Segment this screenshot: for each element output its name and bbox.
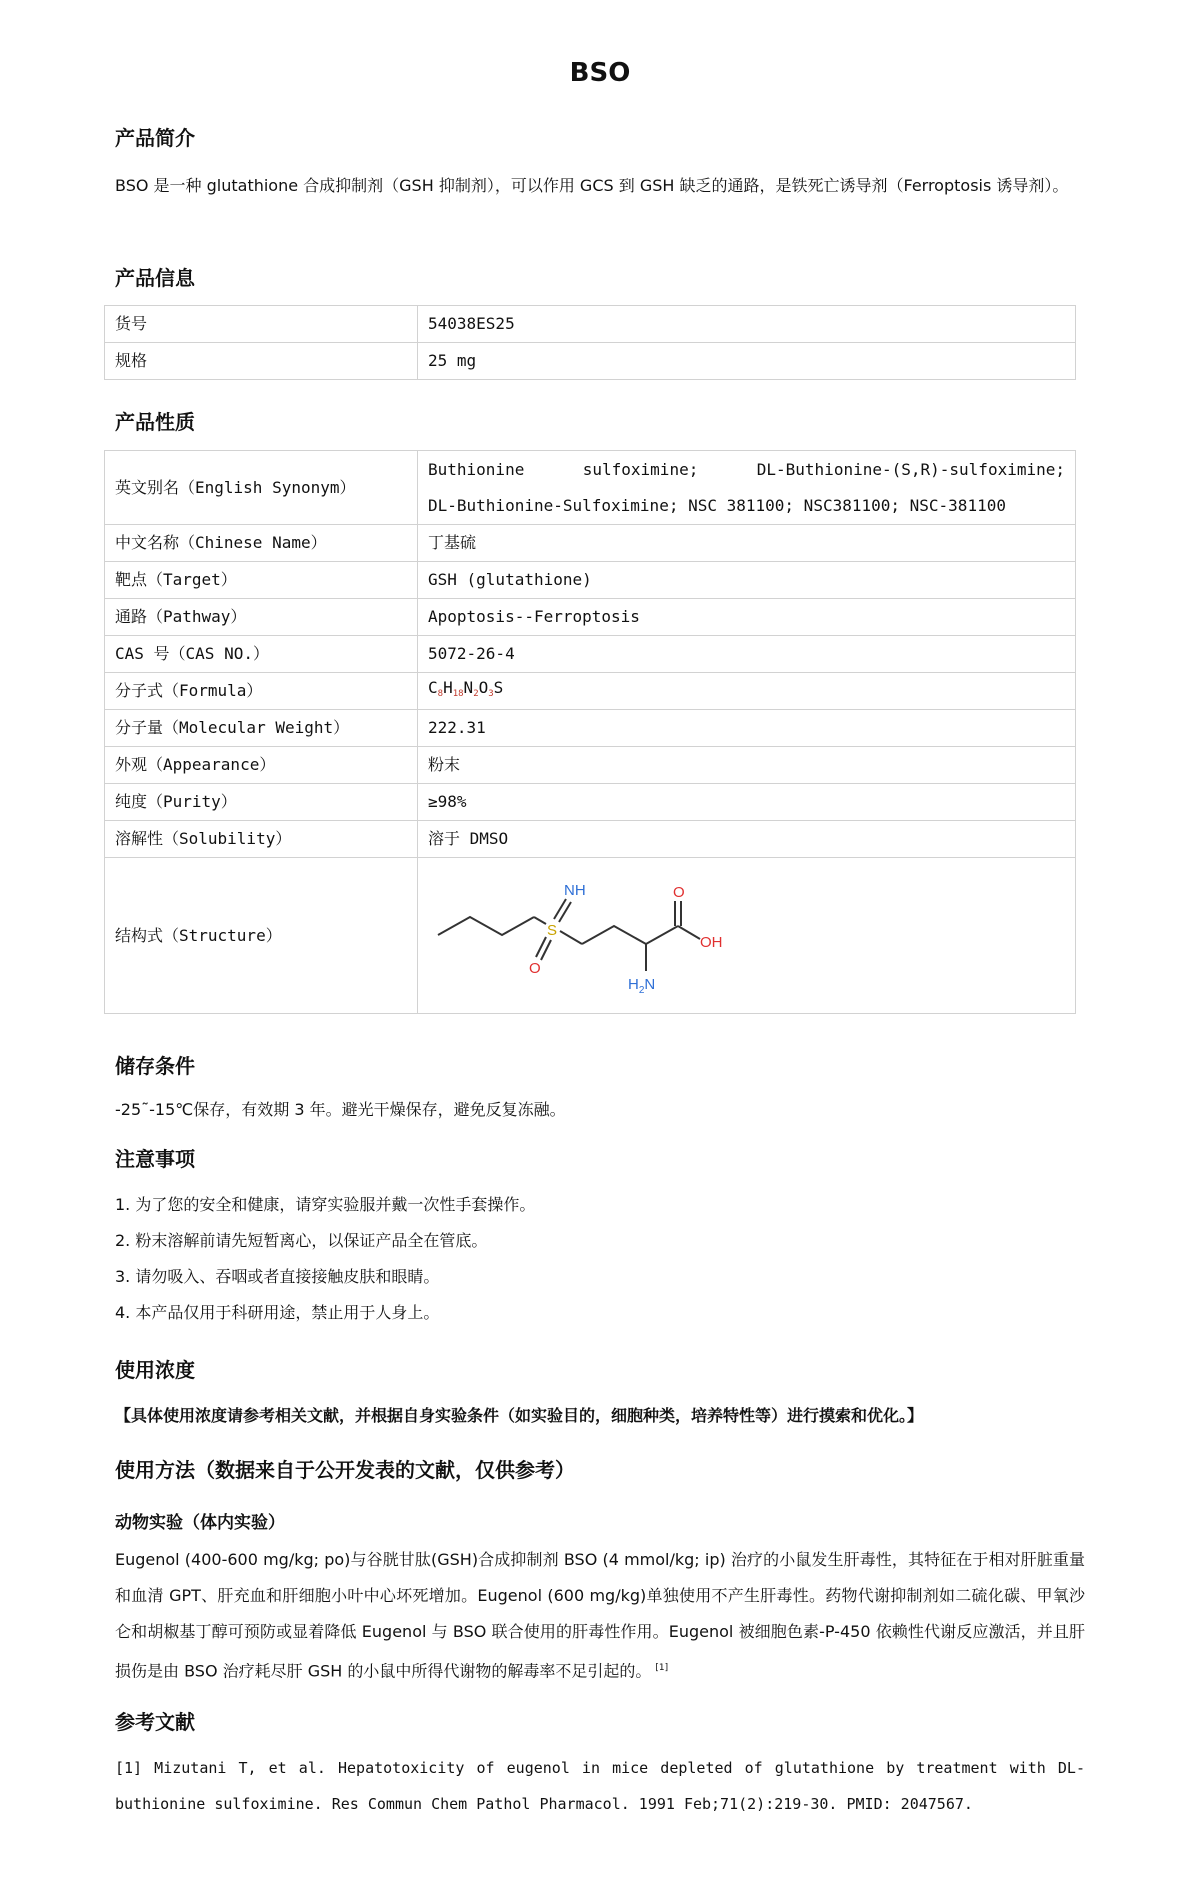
prop-value-solubility: 溶于 DMSO <box>418 821 1076 858</box>
method-text <box>115 1542 1085 1689</box>
table-row <box>105 562 1076 599</box>
formula-index: 8 <box>437 689 444 699</box>
sulfur-imine-bond-a <box>554 899 566 919</box>
formula-element: O <box>478 678 489 697</box>
prop-key-solubility: 溶解性（Solubility） <box>105 821 418 858</box>
prop-key-structure: 结构式（Structure） <box>105 858 418 1014</box>
prop-value-pathway: Apoptosis--Ferroptosis <box>418 599 1076 636</box>
citation-mark[interactable]: [1] <box>655 1663 669 1673</box>
table-row <box>105 525 1076 562</box>
prop-key-appearance: 外观（Appearance） <box>105 747 418 784</box>
info-key-size: 规格 <box>105 343 418 380</box>
heading-method: 使用方法（数据来自于公开发表的文献，仅供参考） <box>115 1458 575 1482</box>
butyl-chain-bond <box>438 917 534 935</box>
formula-index: 3 <box>488 689 494 699</box>
concentration-text: 【具体使用浓度请参考相关文献，并根据自身实验条件（如实验目的，细胞种类，培养特性等）进行摸索和优化。】 <box>115 1406 924 1425</box>
table-row <box>105 306 1076 343</box>
prop-value-cas: 5072-26-4 <box>418 636 1076 673</box>
prop-value-chinese-name: 丁基硫 <box>418 525 1076 562</box>
sulfoxide-oxygen-label: O <box>529 959 541 977</box>
table-row <box>105 451 1076 525</box>
table-row <box>105 821 1076 858</box>
list-item: 4. 本产品仅用于科研用途，禁止用于人身上。 <box>115 1303 440 1322</box>
amine-h: H <box>628 975 639 993</box>
sulfur-to-ch2-bond <box>560 931 582 944</box>
prop-key-purity: 纯度（Purity） <box>105 784 418 821</box>
list-item: 2. 粉末溶解前请先短暂离心，以保证产品全在管底。 <box>115 1231 488 1250</box>
notes-list <box>115 1187 1085 1331</box>
ch2-chain-bond <box>582 926 678 944</box>
heading-info: 产品信息 <box>115 266 195 290</box>
formula-element: N <box>463 678 474 697</box>
prop-value-appearance: 粉末 <box>418 747 1076 784</box>
list-item: 1. 为了您的安全和健康，请穿实验服并戴一次性手套操作。 <box>115 1195 536 1214</box>
prop-value-structure <box>418 858 1076 1014</box>
structure-bonds <box>438 899 700 971</box>
storage-text: -25˜-15℃保存，有效期 3 年。避光干燥保存，避免反复冻融。 <box>115 1100 566 1119</box>
table-row <box>105 784 1076 821</box>
prop-value-target: GSH (glutathione) <box>418 562 1076 599</box>
hydroxyl-label: OH <box>700 933 723 951</box>
heading-references: 参考文献 <box>115 1710 195 1734</box>
reference-text: [1] Mizutani T, et al. Hepatotoxicity of eugenol in mice depleted of glutathione by treatment with DL-buthionine sulfoximine. Res Commun Chem Pathol Pharmacol. 1991 Feb;71(2):219-30. PMID: 2047567. <box>115 1759 1085 1813</box>
info-value-size: 25 mg <box>418 343 1076 380</box>
table-row <box>105 673 1076 710</box>
prop-key-formula: 分子式（Formula） <box>105 673 418 710</box>
synonym-line-2: DL-Buthionine-Sulfoximine; NSC 381100; NSC381100; NSC-381100 <box>428 495 1006 515</box>
table-row <box>105 636 1076 673</box>
table-row <box>105 599 1076 636</box>
prop-value-purity: ≥98% <box>418 784 1076 821</box>
sulfur-label: S <box>547 921 558 939</box>
table-row <box>105 858 1076 1014</box>
heading-storage: 储存条件 <box>115 1054 195 1078</box>
formula-index: 18 <box>452 689 464 699</box>
formula-element: S <box>493 678 504 697</box>
table-row <box>105 710 1076 747</box>
prop-key-synonym: 英文别名（English Synonym） <box>105 451 418 525</box>
sulfur-imine-bond-b <box>559 902 571 922</box>
prop-value-mw: 222.31 <box>418 710 1076 747</box>
heading-concentration: 使用浓度 <box>115 1358 195 1382</box>
heading-notes: 注意事项 <box>115 1147 195 1171</box>
info-table <box>104 305 1076 380</box>
formula-element: H <box>443 678 453 697</box>
prop-key-target: 靶点（Target） <box>105 562 418 599</box>
prop-key-mw: 分子量（Molecular Weight） <box>105 710 418 747</box>
table-row <box>105 747 1076 784</box>
method-body: Eugenol (400-600 mg/kg; po)与谷胱甘肽(GSH)合成抑制剂 BSO (4 mmol/kg; ip) 治疗的小鼠发生肝毒性，其特征在于相对肝脏重量和血清 GPT、肝充血和肝细胞小叶中心坏死增加。Eugenol (600 mg/kg)单独使用不产生肝毒性。药物代谢抑制剂如二硫化碳、甲氧沙仑和胡椒基丁醇可预防或显着降低 Eugenol 与 BSO 联合使用的肝毒性作用。Eugenol 被细胞色素-P-450 依赖性代谢反应激活，并且肝损伤是由 BSO 治疗耗尽肝 GSH 的小鼠中所得代谢物的解毒率不足引起的。 <box>115 1550 1085 1681</box>
prop-value-synonym <box>418 451 1076 525</box>
carbonyl-oxygen-label: O <box>673 883 685 901</box>
prop-key-pathway: 通路（Pathway） <box>105 599 418 636</box>
list-item: 3. 请勿吸入、吞咽或者直接接触皮肤和眼睛。 <box>115 1267 440 1286</box>
heading-intro: 产品简介 <box>115 126 195 150</box>
prop-value-formula <box>418 673 1076 710</box>
imine-nh-label: NH <box>564 881 586 899</box>
subheading-animal: 动物实验（体内实验） <box>115 1513 285 1533</box>
table-row <box>105 343 1076 380</box>
heading-properties: 产品性质 <box>115 410 195 434</box>
page-title: BSO <box>569 58 631 88</box>
synonym-line-1: Buthionine sulfoximine; DL-Buthionine-(S,R)-sulfoximine; <box>428 459 1065 479</box>
intro-text: BSO 是一种 glutathione 合成抑制剂（GSH 抑制剂），可以作用 GCS 到 GSH 缺乏的通路，是铁死亡诱导剂（Ferroptosis 诱导剂）。 <box>115 176 1069 195</box>
properties-table <box>104 450 1076 1014</box>
formula-index: 2 <box>473 689 479 699</box>
amine-subscript: 2 <box>638 984 645 996</box>
prop-key-cas: CAS 号（CAS NO.） <box>105 636 418 673</box>
formula-element: C <box>428 678 438 697</box>
info-value-sku: 54038ES25 <box>418 306 1076 343</box>
amine-label <box>628 976 655 996</box>
structure-diagram <box>418 861 818 1011</box>
carboxyl-oh-bond <box>678 926 700 939</box>
butyl-to-sulfur-bond <box>534 917 546 924</box>
prop-key-chinese-name: 中文名称（Chinese Name） <box>105 525 418 562</box>
amine-n: N <box>644 975 656 993</box>
info-key-sku: 货号 <box>105 306 418 343</box>
